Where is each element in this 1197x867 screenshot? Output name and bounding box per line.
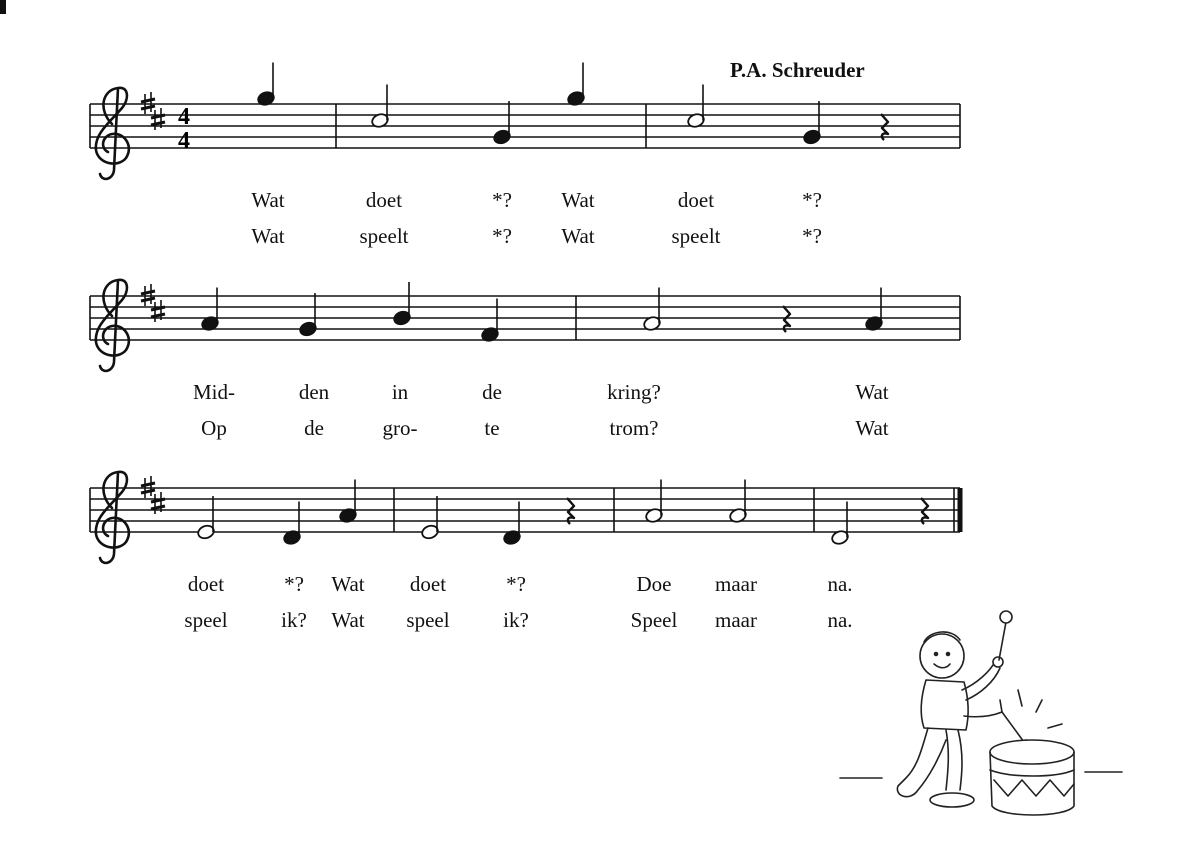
lyric-syllable: maar [715, 608, 757, 632]
lyric-syllable: *? [492, 224, 512, 248]
lyric-syllable: ik? [503, 608, 529, 632]
lyric-syllable: gro- [382, 416, 418, 440]
lyric-syllable: den [298, 380, 330, 404]
sharp-c [151, 300, 165, 322]
lyric-syllable: Mid- [193, 380, 235, 404]
lyric-syllable: Wat [561, 224, 595, 248]
lyric-syllable: maar [715, 572, 757, 596]
lyric-syllable: Wat [855, 380, 889, 404]
treble-clef [96, 88, 129, 179]
lyric-syllable: *? [802, 224, 822, 248]
lyric-syllable: Doe [636, 572, 672, 596]
quarter-rest [921, 498, 928, 524]
composer-name: P.A. Schreuder [730, 58, 865, 82]
lyric-syllable: na. [827, 572, 853, 596]
staff-system-1 [90, 63, 960, 179]
lyric-syllable: ik? [281, 608, 307, 632]
lyric-syllable: speel [406, 608, 450, 632]
sharp-f [141, 92, 155, 114]
lyric-syllable: doet [187, 572, 225, 596]
lyric-syllable: Wat [855, 416, 889, 440]
lyric-syllable: na. [827, 608, 853, 632]
lyric-syllable: doet [677, 188, 715, 212]
sharp-f [141, 284, 155, 306]
lyric-syllable: speelt [671, 224, 721, 248]
lyric-syllable: speel [184, 608, 228, 632]
time-signature-bottom: 4 [178, 128, 190, 154]
lyric-syllable: doet [409, 572, 447, 596]
lyric-syllable: Wat [251, 224, 285, 248]
lyric-syllable: *? [284, 572, 304, 596]
quarter-rest [881, 114, 888, 140]
lyric-syllable: in [391, 380, 409, 404]
time-signature-top: 4 [178, 104, 190, 130]
quarter-rest [783, 306, 790, 332]
sharp-f [141, 476, 155, 498]
quarter-rest [567, 498, 574, 524]
staff-system-3 [90, 472, 960, 563]
sharp-c [151, 492, 165, 514]
lyric-syllable: *? [492, 188, 512, 212]
lyric-syllable: *? [506, 572, 526, 596]
lyric-syllable: doet [365, 188, 403, 212]
lyric-syllable: de [482, 380, 502, 404]
treble-clef [96, 472, 129, 563]
lyric-syllable: Wat [561, 188, 595, 212]
lyric-syllable: Speel [630, 608, 678, 632]
lyric-syllable: Wat [331, 608, 365, 632]
lyric-syllable: Wat [331, 572, 365, 596]
child-with-drum-illustration [840, 611, 1122, 815]
treble-clef [96, 280, 129, 371]
staff-system-2 [90, 280, 960, 371]
lyric-syllable: speelt [359, 224, 409, 248]
lyric-syllable: de [304, 416, 324, 440]
lyric-syllable: te [484, 416, 500, 440]
lyric-syllable: Wat [251, 188, 285, 212]
lyric-syllable: *? [802, 188, 822, 212]
lyric-syllable: trom? [609, 416, 659, 440]
lyric-syllable: Op [201, 416, 227, 440]
lyric-syllable: kring? [607, 380, 661, 404]
